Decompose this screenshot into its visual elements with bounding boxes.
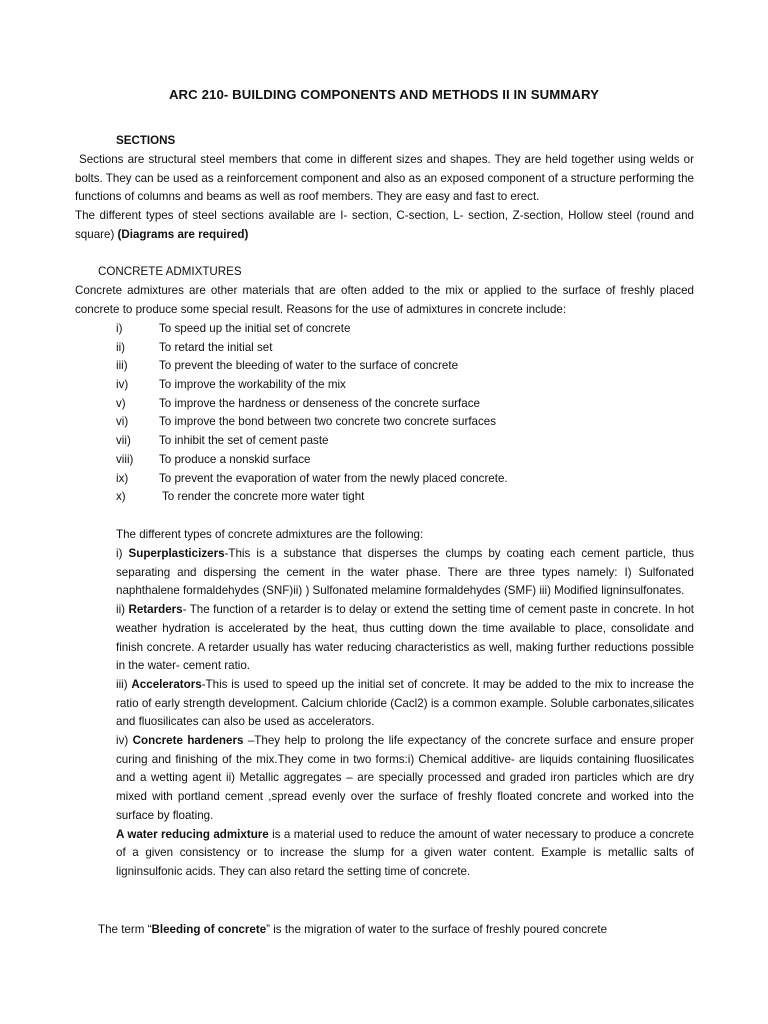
bleeding-term: Bleeding of concrete (151, 923, 267, 936)
admixture-type-name: Retarders (128, 603, 183, 617)
admixtures-intro (75, 282, 694, 319)
list-item (116, 357, 508, 376)
admixture-reasons-list (116, 320, 508, 507)
list-item-number: ii) (116, 340, 126, 354)
list-item-number: vii) (116, 434, 131, 448)
bleeding-post: ” is the migration of water to the surface of freshly poured concrete (266, 923, 608, 936)
sections-heading: SECTIONS (116, 134, 176, 147)
list-item (116, 432, 508, 451)
list-item-text: To improve the hardness or denseness of the concrete surface (159, 396, 480, 410)
admixture-type-prefix: ii) (116, 603, 129, 617)
admixture-type-retarders (116, 601, 694, 676)
sections-paragraph-2 (75, 207, 694, 244)
admixture-types-list (116, 545, 694, 882)
list-item-text: To prevent the bleeding of water to the surface of concrete (159, 359, 459, 373)
diagrams-required-note: (Diagrams are required) (117, 227, 249, 241)
list-item-number: iv) (116, 378, 129, 392)
admixture-type-description: -This is a substance that disperses the clumps by coating each cement particle, thus separating and dispersing the cement in the water phase. There are three types namely: I) Sulfonated naphthalene formaldehydes (SNF)ii) ) Sulfonated melamine formaldehydes (SMF) iii) Modified ligninsulfonates. (116, 547, 694, 598)
list-item (116, 320, 508, 339)
list-item (116, 451, 508, 470)
admixtures-intro-text: Concrete admixtures are other materials that are often added to the mix or applied to the surface of freshly placed concrete to produce some special result. Reasons for the use of admixtures in concrete include: (75, 284, 694, 316)
list-item-number: i) (116, 322, 123, 335)
list-item (116, 395, 508, 414)
admixture-type-superplasticizers (116, 545, 694, 601)
admixture-type-name: A water reducing admixture (116, 827, 269, 841)
sections-paragraph-2-text: The different types of steel sections available are I- section, C-section, L- section, Z-section, Hollow steel (round and square) (75, 209, 694, 241)
admixture-type-name: Superplasticizers (128, 547, 225, 560)
admixture-type-description: -This is used to speed up the initial set of concrete. It may be added to the mix to increase the ratio of early strength development. Calcium chloride (Cacl2) is a common example. Soluble carbonates,silicates and fluosilicates can also be used as accelerators. (116, 677, 694, 729)
list-item-number: v) (116, 396, 126, 410)
admixture-types-intro: The different types of concrete admixtures are the following: (116, 528, 424, 541)
list-item-text: To improve the workability of the mix (159, 378, 346, 392)
list-item-text: To render the concrete more water tight (159, 490, 365, 504)
admixture-type-description: - The function of a retarder is to delay or extend the setting time of cement paste in concrete. In hot weather hydration is accelerated by the heat, thus cutting down the time available to place, consolidate and finish concrete. A retarder usually has water reducing characteristics as well, making further reductions possible in the water- cement ratio. (116, 603, 695, 673)
admixture-type-name: Accelerators (131, 677, 202, 691)
bleeding-definition (98, 921, 607, 940)
admixture-type-water-reducing (116, 826, 694, 882)
list-item (116, 376, 508, 395)
list-item (116, 339, 508, 358)
list-item-text: To produce a nonskid surface (159, 452, 311, 466)
list-item (116, 488, 508, 507)
list-item-text: To inhibit the set of cement paste (159, 434, 329, 448)
sections-paragraph-1 (75, 151, 694, 207)
admixture-type-description: is a material used to reduce the amount of water necessary to produce a concrete of a given consistency or to increase the slump for a given water content. Example is metallic salts of ligninsulfonic acids. They can also retard the setting time of concrete. (116, 827, 694, 878)
list-item-number: iii) (116, 359, 128, 373)
document-title: ARC 210- BUILDING COMPONENTS AND METHODS II IN SUMMARY (168, 87, 600, 102)
list-item-number: ix) (116, 471, 129, 485)
list-item-number: viii) (116, 452, 134, 466)
list-item-text: To prevent the evaporation of water from the newly placed concrete. (159, 471, 508, 485)
list-item (116, 470, 508, 489)
list-item-number: x) (116, 490, 126, 504)
admixture-type-concrete-hardeners (116, 732, 694, 826)
sections-paragraph-1-text: Sections are structural steel members that come in different sizes and shapes. They are held together using welds or bolts. They can be used as a reinforcement component and also as an exposed component of a structure performing the functions of columns and beams as well as roof members. They are easy and fast to erect. (75, 153, 694, 204)
list-item-text: To retard the initial set (159, 340, 273, 354)
admixture-type-accelerators (116, 676, 694, 732)
list-item-number: vi) (116, 415, 129, 429)
admixture-type-prefix: iv) (116, 734, 133, 748)
list-item-text: To improve the bond between two concrete two concrete surfaces (159, 415, 497, 429)
admixtures-heading: CONCRETE ADMIXTURES (98, 265, 242, 278)
list-item-text: To speed up the initial set of concrete (159, 322, 351, 335)
bleeding-pre: The term “ (98, 923, 152, 936)
admixture-type-prefix: iii) (116, 677, 132, 691)
admixture-type-description: –They help to prolong the life expectancy of the concrete surface and ensure proper curing and finishing of the mix.They come in two forms:i) Chemical additive- are liquids containing fluosilicates and a wetting agent ii) Metallic aggregates – are specially processed and graded iron particles which are dry mixed with portland cement ,spread evenly over the surface of freshly floated concrete and worked into the surface by floating. (116, 734, 694, 822)
list-item (116, 413, 508, 432)
admixture-type-name: Concrete hardeners (132, 734, 244, 748)
admixture-type-prefix: i) (116, 547, 129, 560)
